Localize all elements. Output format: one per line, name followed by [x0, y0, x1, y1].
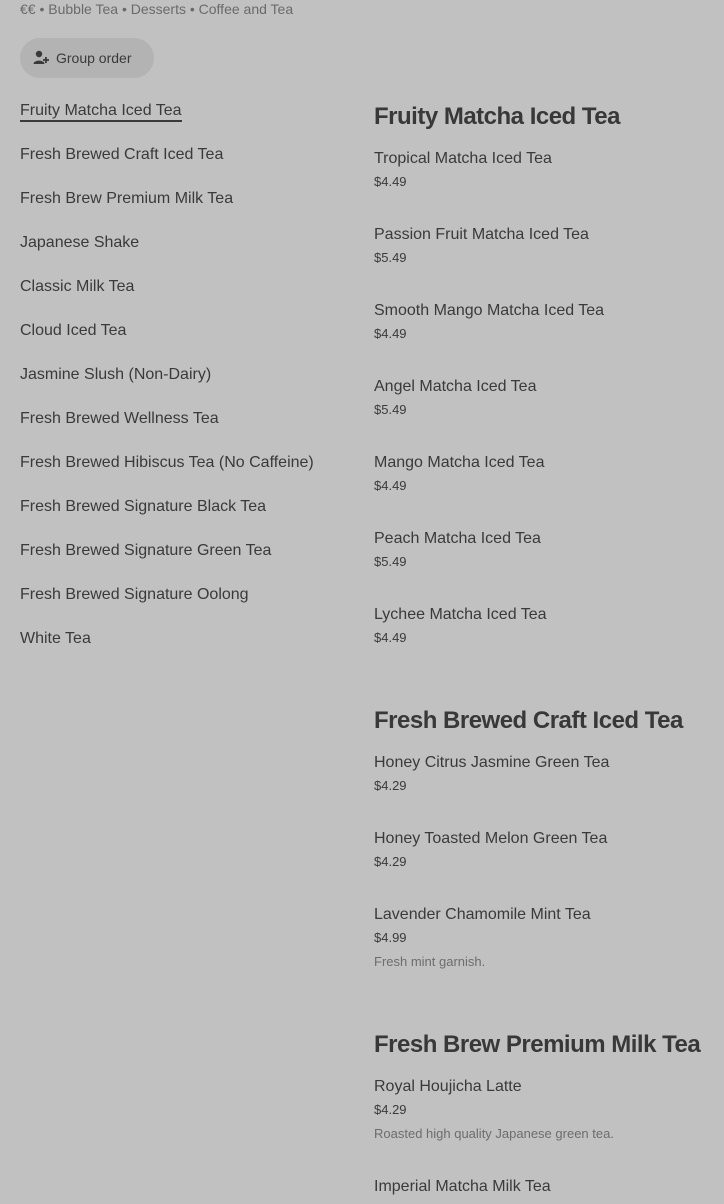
add-person-icon — [32, 49, 50, 67]
item-description: Fresh mint garnish. — [374, 954, 486, 969]
nav-item-fresh-brewed-signature-black-tea[interactable]: Fresh Brewed Signature Black Tea — [20, 498, 267, 515]
section-title: Fresh Brewed Craft Iced Tea — [374, 707, 683, 734]
item-name: Lavender Chamomile Mint Tea — [374, 906, 591, 923]
item-price: $4.99 — [374, 930, 407, 945]
nav-item-fruity-matcha-iced-tea[interactable]: Fruity Matcha Iced Tea — [20, 100, 330, 144]
section-title: Fresh Brew Premium Milk Tea — [374, 1031, 701, 1058]
item-price: $4.29 — [374, 854, 407, 869]
menu-item[interactable] — [374, 829, 714, 870]
nav-item-classic-milk-tea[interactable]: Classic Milk Tea — [20, 278, 135, 295]
nav-item-fresh-brewed-wellness-tea[interactable]: Fresh Brewed Wellness Tea — [20, 410, 219, 427]
store-meta: €€ • Bubble Tea • Desserts • Coffee and Tea — [20, 1, 294, 17]
menu-item[interactable] — [374, 905, 714, 970]
nav-item-japanese-shake[interactable]: Japanese Shake — [20, 234, 140, 251]
nav-item-fresh-brew-premium-milk-tea[interactable]: Fresh Brew Premium Milk Tea — [20, 190, 234, 207]
group-order-label: Group order — [56, 50, 132, 66]
nav-item-cloud-iced-tea[interactable]: Cloud Iced Tea — [20, 322, 127, 339]
menu-item[interactable] — [374, 753, 714, 794]
item-name: Angel Matcha Iced Tea — [374, 378, 537, 395]
item-name: Honey Toasted Melon Green Tea — [374, 830, 608, 847]
nav-item-fresh-brewed-signature-oolong[interactable]: Fresh Brewed Signature Oolong — [20, 586, 249, 603]
item-name: Honey Citrus Jasmine Green Tea — [374, 754, 610, 771]
item-price: $5.49 — [374, 250, 407, 265]
item-price: $4.49 — [374, 630, 407, 645]
menu-item[interactable] — [374, 453, 714, 494]
menu-item[interactable] — [374, 225, 714, 266]
nav-item-fresh-brewed-craft-iced-tea[interactable]: Fresh Brewed Craft Iced Tea — [20, 146, 224, 163]
item-name: Imperial Matcha Milk Tea — [374, 1178, 551, 1195]
item-price: $4.29 — [374, 1102, 407, 1117]
item-price: $5.49 — [374, 402, 407, 417]
menu-item[interactable] — [374, 1177, 714, 1197]
menu-item[interactable] — [374, 529, 714, 570]
item-name: Passion Fruit Matcha Iced Tea — [374, 226, 589, 243]
menu-item[interactable] — [374, 301, 714, 342]
menu-item[interactable] — [374, 377, 714, 418]
item-price: $4.49 — [374, 478, 407, 493]
item-price: $5.49 — [374, 554, 407, 569]
item-name: Peach Matcha Iced Tea — [374, 530, 541, 547]
item-price: $4.49 — [374, 174, 407, 189]
item-description: Roasted high quality Japanese green tea. — [374, 1126, 614, 1141]
item-name: Royal Houjicha Latte — [374, 1078, 522, 1095]
nav-item-white-tea[interactable]: White Tea — [20, 630, 91, 647]
menu-item[interactable] — [374, 1077, 714, 1142]
item-name: Tropical Matcha Iced Tea — [374, 150, 552, 167]
item-name: Mango Matcha Iced Tea — [374, 454, 545, 471]
item-price: $4.29 — [374, 778, 407, 793]
nav-item-fresh-brewed-hibiscus-tea[interactable]: Fresh Brewed Hibiscus Tea (No Caffeine) — [20, 454, 314, 471]
nav-item-jasmine-slush[interactable]: Jasmine Slush (Non-Dairy) — [20, 366, 212, 383]
item-price: $4.49 — [374, 326, 407, 341]
item-name: Smooth Mango Matcha Iced Tea — [374, 302, 605, 319]
item-name: Lychee Matcha Iced Tea — [374, 606, 547, 623]
menu-item[interactable] — [374, 605, 714, 646]
section-title: Fruity Matcha Iced Tea — [374, 103, 620, 130]
menu-item[interactable] — [374, 149, 714, 190]
nav-item-fresh-brewed-signature-green-tea[interactable]: Fresh Brewed Signature Green Tea — [20, 542, 272, 559]
category-nav — [20, 100, 330, 672]
group-order-button[interactable] — [20, 38, 154, 78]
